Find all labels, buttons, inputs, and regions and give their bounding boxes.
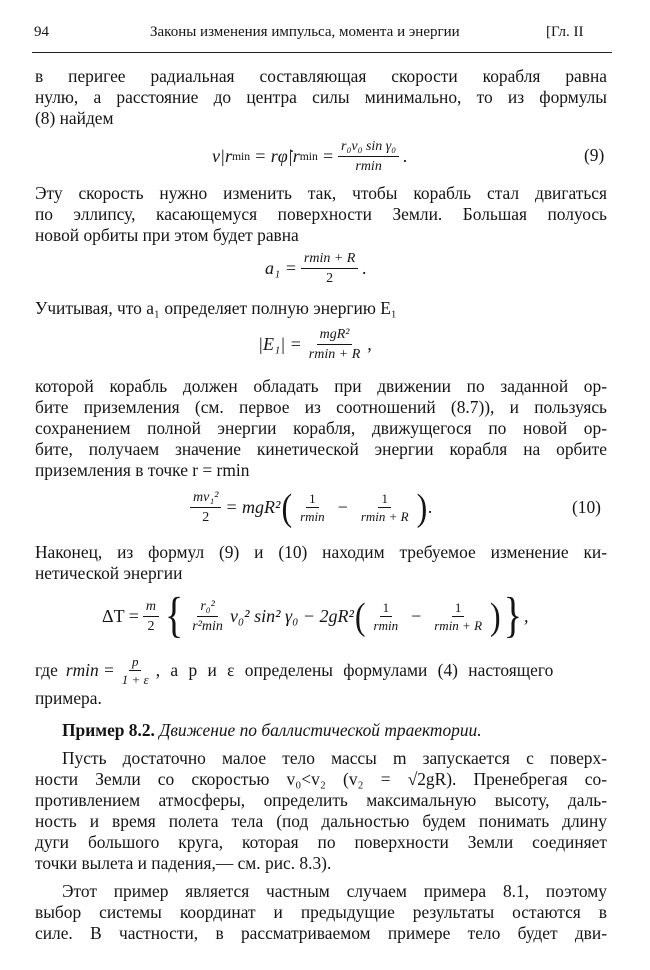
- dT-r-den: r²min: [192, 618, 223, 634]
- eq10-f1-num: 1: [306, 491, 319, 508]
- dT-m-den: 2: [147, 618, 155, 634]
- E1-den: rmin + R: [308, 346, 361, 362]
- eq10-tail: .: [428, 496, 433, 517]
- a1-num: rmin + R: [301, 250, 358, 269]
- eq10-frac1: [297, 491, 328, 524]
- text-line: Наконец, из формул (9) и (10) находим требуемое изменение ки-: [35, 542, 607, 562]
- eq10-lhs-den: 2: [202, 509, 210, 525]
- dT-minus: −: [411, 605, 422, 626]
- where-suffix: , а p и ε определены формулами (4) настоящего: [155, 659, 554, 680]
- text-line: Учитывая, что a₁ определяет полную энергию E₁: [35, 298, 397, 318]
- eq10-lparen: (: [281, 485, 293, 529]
- dT-f1-num: 1: [380, 600, 393, 617]
- text-line: противлением атмосферы, определить максимальную высоту, даль-: [35, 790, 607, 810]
- dT-lhs: ΔT =: [102, 605, 139, 626]
- equation-10: [186, 482, 433, 532]
- where-den: 1 + ε: [121, 671, 149, 687]
- running-title: Законы изменения импульса, момента и энергии: [150, 24, 460, 40]
- dT-lbrace: {: [165, 588, 184, 644]
- eq10-f2-den: rmin + R: [360, 508, 409, 524]
- a1-fraction: [301, 250, 358, 287]
- example-heading: [62, 720, 482, 741]
- text-line: точки вылета и падения,— см. рис. 8.3).: [35, 853, 332, 873]
- dT-m-fraction: [143, 598, 159, 635]
- example-title: Движение по баллистической траектории.: [159, 720, 482, 740]
- text-line: Эту скорость нужно изменить так, чтобы корабль стал двигаться: [35, 183, 607, 203]
- where-rmin: rmin =: [65, 659, 115, 680]
- eq9-mid: = rφ̇|r: [254, 145, 300, 166]
- dT-frac2: [431, 600, 485, 633]
- eq10-rparen: ): [416, 485, 428, 529]
- text-line: нетической энергии: [35, 563, 183, 583]
- a1-lhs: a₁ =: [265, 257, 297, 278]
- where-line: [35, 650, 607, 690]
- text-line: дуги большого круга, которая по поверхности Земли соединяет: [35, 832, 607, 852]
- text-line: по эллипсу, касающемуся поверхности Земли. Большая полуось: [35, 204, 607, 224]
- dT-f1-den: rmin: [373, 617, 399, 633]
- dT-m-num: m: [143, 598, 159, 617]
- text-line: новой орбиты при этом будет равна: [35, 225, 299, 245]
- text-line: в перигее радиальная составляющая скорости корабля равна: [35, 66, 607, 86]
- equation-deltaT: [102, 588, 528, 644]
- text-line: ности Земли со скоростью v₀<v₂ (v₂ = √2gR). Пренебрегая со-: [35, 769, 607, 789]
- dT-rbrace: }: [503, 588, 522, 644]
- eq10-lhs-fraction: [190, 489, 221, 526]
- page-number: 94: [34, 24, 49, 40]
- eq10-f1-den: rmin: [300, 508, 325, 524]
- dT-term: v₀² sin² γ₀ − 2gR²: [229, 605, 354, 626]
- dT-rparen: ): [490, 594, 501, 638]
- E1-lhs: |E₁| =: [258, 333, 302, 354]
- eq9-fraction: [338, 138, 399, 175]
- eq9-mid-sub: min: [299, 149, 318, 163]
- eq10-eq: = mgR²: [225, 496, 281, 517]
- a1-tail: .: [362, 257, 367, 278]
- eq10-minus: −: [337, 496, 348, 517]
- eq9-lhs: v|r: [212, 145, 232, 166]
- header-rule: [32, 52, 612, 53]
- text-line: бите, получаем значение кинетической энергии корабля на орбите: [35, 439, 607, 459]
- eq9-label: (9): [584, 145, 605, 165]
- text-line: Пусть достаточно малое тело массы m запускается с поверх-: [62, 748, 607, 768]
- eq10-frac2: [358, 491, 412, 524]
- dT-lparen: (: [354, 594, 366, 638]
- text-line: силе. В частности, в рассматриваемом примере тело будет дви-: [35, 923, 607, 943]
- equation-E1: [258, 322, 372, 366]
- where-fraction: [119, 654, 152, 687]
- equation-a1: [265, 247, 367, 289]
- a1-den: 2: [326, 270, 334, 286]
- E1-tail: ,: [367, 333, 372, 354]
- eq9-num: r₀v₀ sin γ₀: [338, 138, 399, 157]
- text-line: Этот пример является частным случаем примера 8.1, поэтому: [62, 881, 607, 901]
- text-line: приземления в точке r = rmin: [35, 460, 250, 480]
- text-line: бите приземления (см. первое из соотношений (8.7)), и пользуясь: [35, 397, 607, 417]
- eq9-eq: =: [321, 145, 335, 166]
- chapter-label: [Гл. II: [546, 24, 584, 40]
- dT-f2-num: 1: [452, 600, 465, 617]
- where-prefix: где: [35, 659, 58, 680]
- eq10-label: (10): [572, 497, 601, 517]
- text-line: которой корабль должен обладать при движении по заданной ор-: [35, 376, 607, 396]
- eq9-lhs-sub: min: [231, 149, 251, 163]
- text-line: сохранением полной энергии корабля, движущегося по новой ор-: [35, 418, 607, 438]
- eq9-den: rmin: [355, 158, 382, 174]
- where-num: p: [129, 654, 142, 671]
- eq10-f2-num: 1: [378, 491, 391, 508]
- example-number: Пример 8.2.: [62, 720, 155, 740]
- eq9-tail: .: [403, 145, 408, 166]
- dT-tail: ,: [523, 605, 529, 626]
- text-line: ность и время полета тела (под дальностью будем понимать длину: [35, 811, 607, 831]
- text-line: выбор системы координат и предыдущие результаты остаются в: [35, 902, 607, 922]
- text-line: (8) найдем: [35, 108, 114, 128]
- text-line: примера.: [35, 688, 102, 708]
- text-line: нулю, а расстояние до центра силы минимально, то из формулы: [35, 87, 607, 107]
- E1-fraction: [306, 326, 363, 363]
- dT-r-fraction: [189, 598, 226, 635]
- dT-r-num: r₀²: [197, 598, 218, 617]
- dT-f2-den: rmin + R: [434, 617, 483, 633]
- E1-num: mgR²: [317, 326, 353, 345]
- equation-9: [212, 133, 408, 179]
- dT-frac1: [371, 600, 402, 633]
- eq10-lhs-num: mv₁²: [190, 489, 221, 508]
